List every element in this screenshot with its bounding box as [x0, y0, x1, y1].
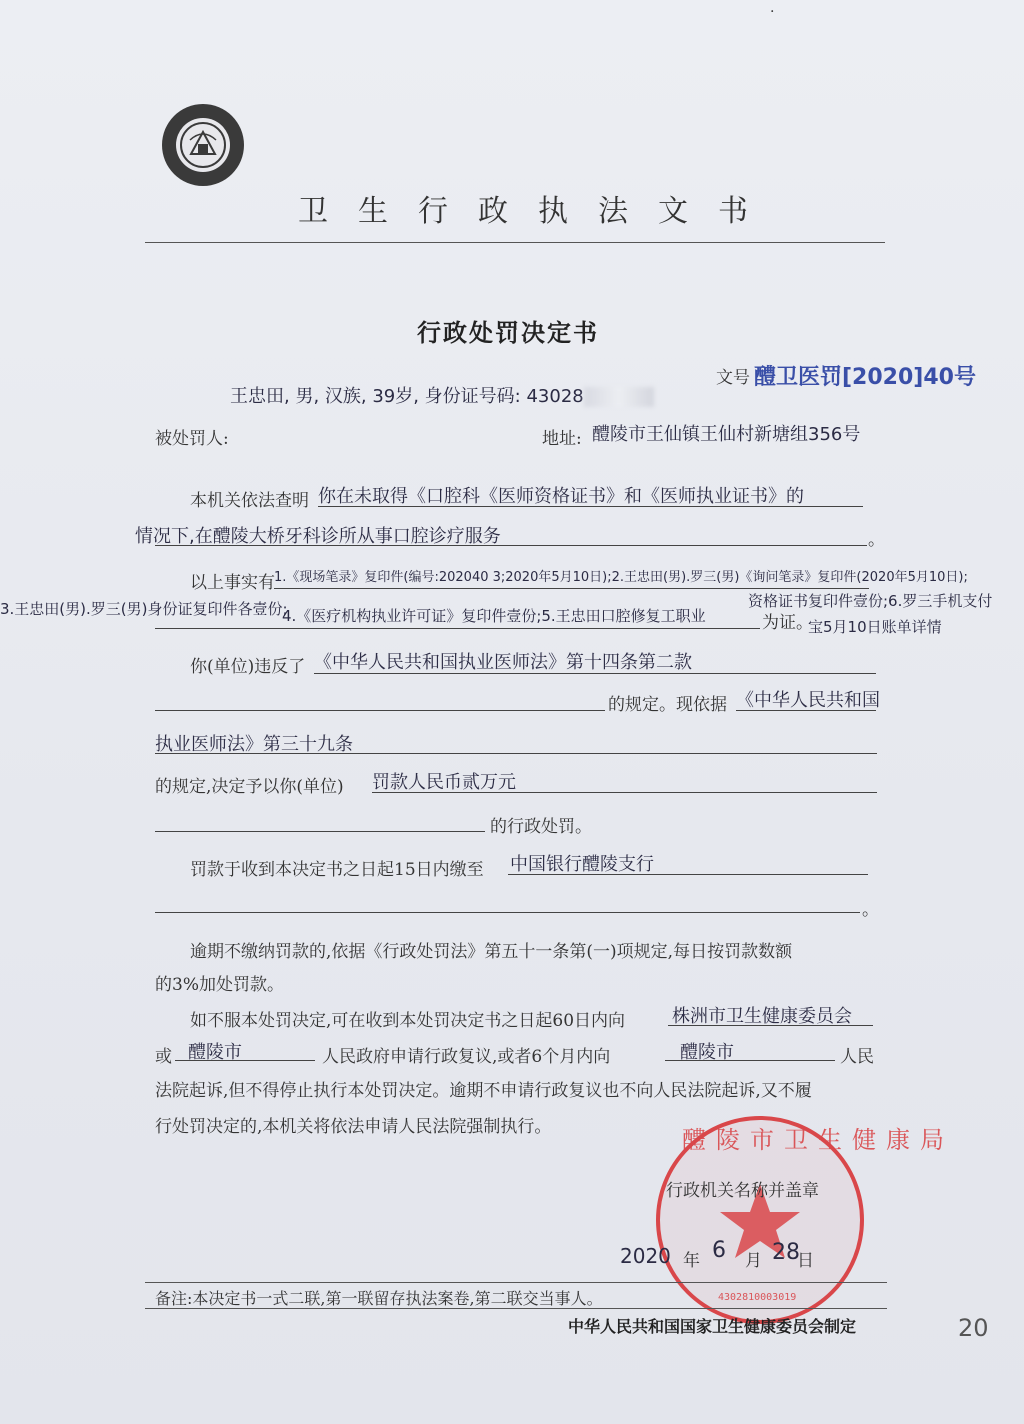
p13: 法院起诉,但不得停止执行本处罚决定。逾期不申请行政复议也不向人民法院起诉,又不履 [155, 1081, 812, 1101]
health-emblem-icon [160, 102, 246, 188]
p12-prefix: 或 [155, 1047, 172, 1067]
p8-prefix: 罚款于收到本决定书之日起15日内缴至 [190, 860, 484, 880]
fill-line [155, 710, 605, 711]
p4-hand: 《中华人民共和国 [736, 690, 880, 711]
header-title: 卫生行政执法文书 [298, 194, 778, 229]
p11-hand: 株洲市卫生健康委员会 [672, 1006, 852, 1027]
footer-maker: 中华人民共和国国家卫生健康委员会制定 [568, 1317, 857, 1336]
p1-hand-a: 你在未取得《口腔科《医师资格证书》和《医师执业证书》的 [318, 486, 804, 507]
p3-hand: 《中华人民共和国执业医师法》第十四条第二款 [314, 652, 692, 673]
fill-line [372, 792, 877, 793]
footer-rule-top [145, 1282, 887, 1283]
p2-end: 为证。 [762, 613, 813, 633]
p12-mid: 人民政府申请行政复议,或者6个月内向 [322, 1047, 611, 1067]
fill-line [508, 874, 868, 875]
address-value: 醴陵市王仙镇王仙村新塘组356号 [592, 424, 861, 445]
p11-prefix: 如不服本处罚决定,可在收到本处罚决定书之日起60日内向 [190, 1011, 626, 1031]
fill-line [665, 1060, 835, 1061]
doc-number-label: 文号 [716, 368, 750, 388]
p12-hand-b: 醴陵市 [680, 1042, 734, 1063]
fill-line [155, 545, 867, 546]
party-info-text: 王忠田, 男, 汉族, 39岁, 身份证号码: 43028 [230, 386, 584, 407]
date-day-label: 日 [797, 1251, 814, 1271]
p2-hand-e: 宝5月10日账单详情 [808, 618, 942, 636]
p1-hand-b: 情况下,在醴陵大桥牙科诊所从事口腔诊疗服务 [135, 526, 501, 547]
p12-hand-a: 醴陵市 [188, 1042, 242, 1063]
date-day: 28 [772, 1240, 800, 1265]
p8-hand: 中国银行醴陵支行 [510, 854, 654, 875]
date-year-label: 年 [683, 1251, 700, 1271]
p10-line1: 逾期不缴纳罚款的,依据《行政处罚法》第五十一条第(一)项规定,每日按罚款数额 [190, 942, 793, 962]
footer-rule-bottom [145, 1308, 887, 1309]
page-number-hand: 20 [958, 1314, 989, 1342]
header-rule [145, 242, 885, 243]
redacted-id [584, 387, 654, 407]
p3-prefix: 你(单位)违反了 [190, 657, 306, 677]
seal-code: 4302810003019 [718, 1292, 797, 1303]
p1-end: 。 [868, 530, 885, 550]
fill-line [175, 1060, 315, 1061]
p12-end: 人民 [840, 1047, 874, 1067]
sign-label: 行政机关名称并盖章 [666, 1181, 819, 1201]
p5-hand: 执业医师法》第三十九条 [155, 734, 353, 755]
p4-mid: 的规定。现依据 [608, 695, 727, 715]
p2-hand-b: 3.王忠田(男).罗三(男)身份证复印件各壹份; [0, 600, 288, 618]
date-month-label: 月 [745, 1251, 762, 1271]
p14: 行处罚决定的,本机关将依法申请人民法院强制执行。 [155, 1117, 552, 1137]
fill-line [274, 588, 869, 589]
doc-number-value: 醴卫医罚[2020]40号 [754, 365, 976, 390]
p2-hand-a: 1.《现场笔录》复印件(编号:202040 3;2020年5月10日);2.王忠田(男).罗三(男)《询问笔录》复印件(2020年5月10日); [274, 570, 968, 585]
p1-prefix: 本机关依法查明 [190, 491, 309, 511]
address-label: 地址: [542, 429, 582, 449]
p2-hand-c: 资格证书复印件壹份;6.罗三手机支付 [748, 592, 993, 610]
date-month: 6 [712, 1238, 726, 1263]
p7-suffix: 的行政处罚。 [490, 817, 592, 837]
document-title: 行政处罚决定书 [417, 318, 599, 347]
footer-note: 备注:本决定书一式二联,第一联留存执法案卷,第二联交当事人。 [155, 1289, 603, 1308]
fill-line [155, 912, 860, 913]
fill-line [155, 831, 485, 832]
page-mark: . [770, 0, 775, 16]
fill-line [668, 1025, 873, 1026]
p10-line2: 的3%加处罚款。 [155, 975, 284, 995]
fill-line [155, 753, 877, 754]
p6-prefix: 的规定,决定予以你(单位) [155, 777, 344, 797]
party-info [230, 382, 654, 408]
fill-line [736, 710, 876, 711]
p2-prefix: 以上事实有 [190, 573, 275, 593]
seal-text: 醴陵市卫生健康局 [682, 1126, 954, 1154]
fill-line [318, 506, 863, 507]
p6-hand: 罚款人民币贰万元 [372, 772, 516, 793]
p9-end: 。 [862, 900, 879, 920]
fill-line [155, 628, 760, 629]
date-year: 2020 [620, 1244, 671, 1268]
p2-hand-d: 4.《医疗机构执业许可证》复印件壹份;5.王忠田口腔修复工职业 [282, 607, 706, 625]
party-label: 被处罚人: [155, 429, 229, 449]
fill-line [314, 673, 876, 674]
